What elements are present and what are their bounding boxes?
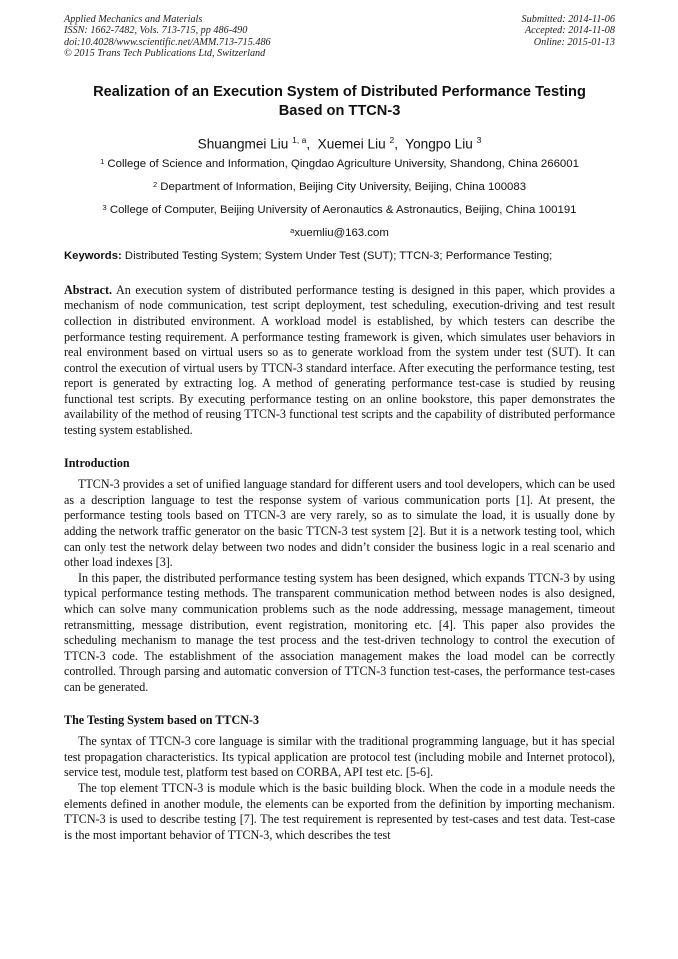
issn-line: ISSN: 1662-7482, Vols. 713-715, pp 486-490	[64, 25, 248, 37]
affiliation-mark: 2	[152, 179, 158, 189]
title-line-2: Based on TTCN-3	[278, 103, 401, 120]
author-name: Shuangmei Liu	[197, 136, 289, 152]
affiliation-mark: 3	[102, 202, 107, 212]
paper-page	[64, 14, 615, 843]
doi-line: doi:10.4028/www.scientific.net/AMM.713-715.486	[64, 36, 271, 48]
abstract-text: An execution system of distributed performance testing is designed in this paper, which provides a mechanism of node communication, test script deployment, test scheduling, execution-driving and test result collection in distributed environment. A workload model is established, by which testers can describe the performance testing requirement. A performance testing framework is given, which simulates user behaviors in real environment based on virtual users so as to generate workload from the system under test (SUT). It can control the execution of virtual users by TTCN-3 standard interface. After executing the performance testing, test report is generated by extracting log. A method of generating performance test-case is studied by reusing functional test scripts. By executing performance testing on an online bookstore, this paper demonstrates the availability of the method of reusing TTCN-3 functional test scripts and the capability of distributed performance testing system established.	[64, 282, 615, 438]
paragraph: The syntax of TTCN-3 core language is similar with the traditional programming language, but it has special test propagation characteristics. Its typical application are protocol test (including mobile and Internet protocol), service test, module test, platform test based on CORBA, API test etc. [5-6].	[64, 734, 615, 780]
affiliation	[64, 180, 615, 194]
author-affiliation-mark: 2	[389, 135, 395, 146]
section-heading-testing-system: The Testing System based on TTCN-3	[64, 712, 259, 727]
keywords	[64, 249, 615, 264]
author-affiliation-mark: 3	[476, 135, 482, 146]
author-list	[64, 131, 615, 154]
author-separator: ,	[394, 136, 406, 152]
author-name: Yongpo Liu	[405, 136, 473, 152]
author-affiliation-mark: 1, a	[292, 135, 307, 146]
author-separator: ,	[306, 136, 318, 152]
publication-info	[64, 14, 271, 59]
copyright-line: © 2015 Trans Tech Publications Ltd, Switzerland	[64, 47, 266, 59]
paragraph: In this paper, the distributed performance testing system has been designed, which expands TTCN-3 by using typical performance testing methods. The transparent communication method between nodes is also designed, which can solve many communication problems such as the node addressing, message management, timeout retransmitting, message distribution, event registration, monitoring etc. [4]. This paper also provides the scheduling mechanism to manage the test process and the test-driven technology to control the execution of TTCN-3 code. The establishment of the association management makes the load model can be correctly controlled. Through parsing and automatic conversion of TTCN-3 function test-cases, the performance test-cases can be generated.	[64, 570, 615, 694]
author-name: Xuemei Liu	[317, 136, 386, 152]
date-info	[522, 14, 615, 59]
paragraph: TTCN-3 provides a set of unified language standard for different users and tool developers, which can be used as a description language to test the response system of various communication ports [1]. At present, the performance testing tools based on TTCN-3 are very rarely, so as to simulate the load, it is usually done by adding the network traffic generator on the basic TTCN-3 test system [2]. But it is a network testing tool, which can only test the network delay between two nodes and didn’t consider the business logic in a real scenario and other load indexes [3].	[64, 477, 615, 570]
affiliation	[64, 203, 615, 217]
email-mark: a	[290, 225, 295, 235]
affiliation-text: College of Computer, Beijing University of Aeronautics & Astronautics, Beijing, China 100191	[109, 203, 577, 216]
accepted-date: Accepted: 2014-11-08	[524, 25, 615, 37]
affiliation-text: College of Science and Information, Qingdao Agriculture University, Shandong, China 266001	[107, 157, 579, 170]
title-line-1: Realization of an Execution System of Distributed Performance Testing	[93, 84, 586, 101]
abstract	[64, 283, 615, 439]
journal-header	[64, 14, 615, 59]
paper-title	[64, 83, 615, 121]
section-heading-introduction: Introduction	[64, 455, 130, 470]
submitted-date: Submitted: 2014-11-06	[521, 14, 615, 25]
email-address: xuemliu@163.com	[294, 226, 389, 239]
keywords-text: Distributed Testing System; System Under Test (SUT); TTCN-3; Performance Testing;	[124, 249, 553, 262]
online-date: Online: 2015-01-13	[533, 36, 615, 48]
keywords-label: Keywords:	[64, 249, 122, 262]
paragraph: The top element TTCN-3 is module which is the basic building block. When the code in a module needs the elements defined in another module, the elements can be exported from the definition by importing mechanism. TTCN-3 is used to describe testing [7]. The test requirement is represented by test-cases and test data. Test-case is the most important behavior of TTCN-3, which describes the test	[64, 780, 615, 842]
abstract-label: Abstract.	[64, 282, 113, 297]
author-email	[64, 226, 615, 240]
journal-name: Applied Mechanics and Materials	[64, 14, 203, 25]
affiliation-text: Department of Information, Beijing City University, Beijing, China 100083	[160, 180, 527, 193]
affiliation-mark: 1	[100, 156, 105, 166]
affiliation	[64, 157, 615, 171]
affiliation-list	[64, 157, 615, 240]
